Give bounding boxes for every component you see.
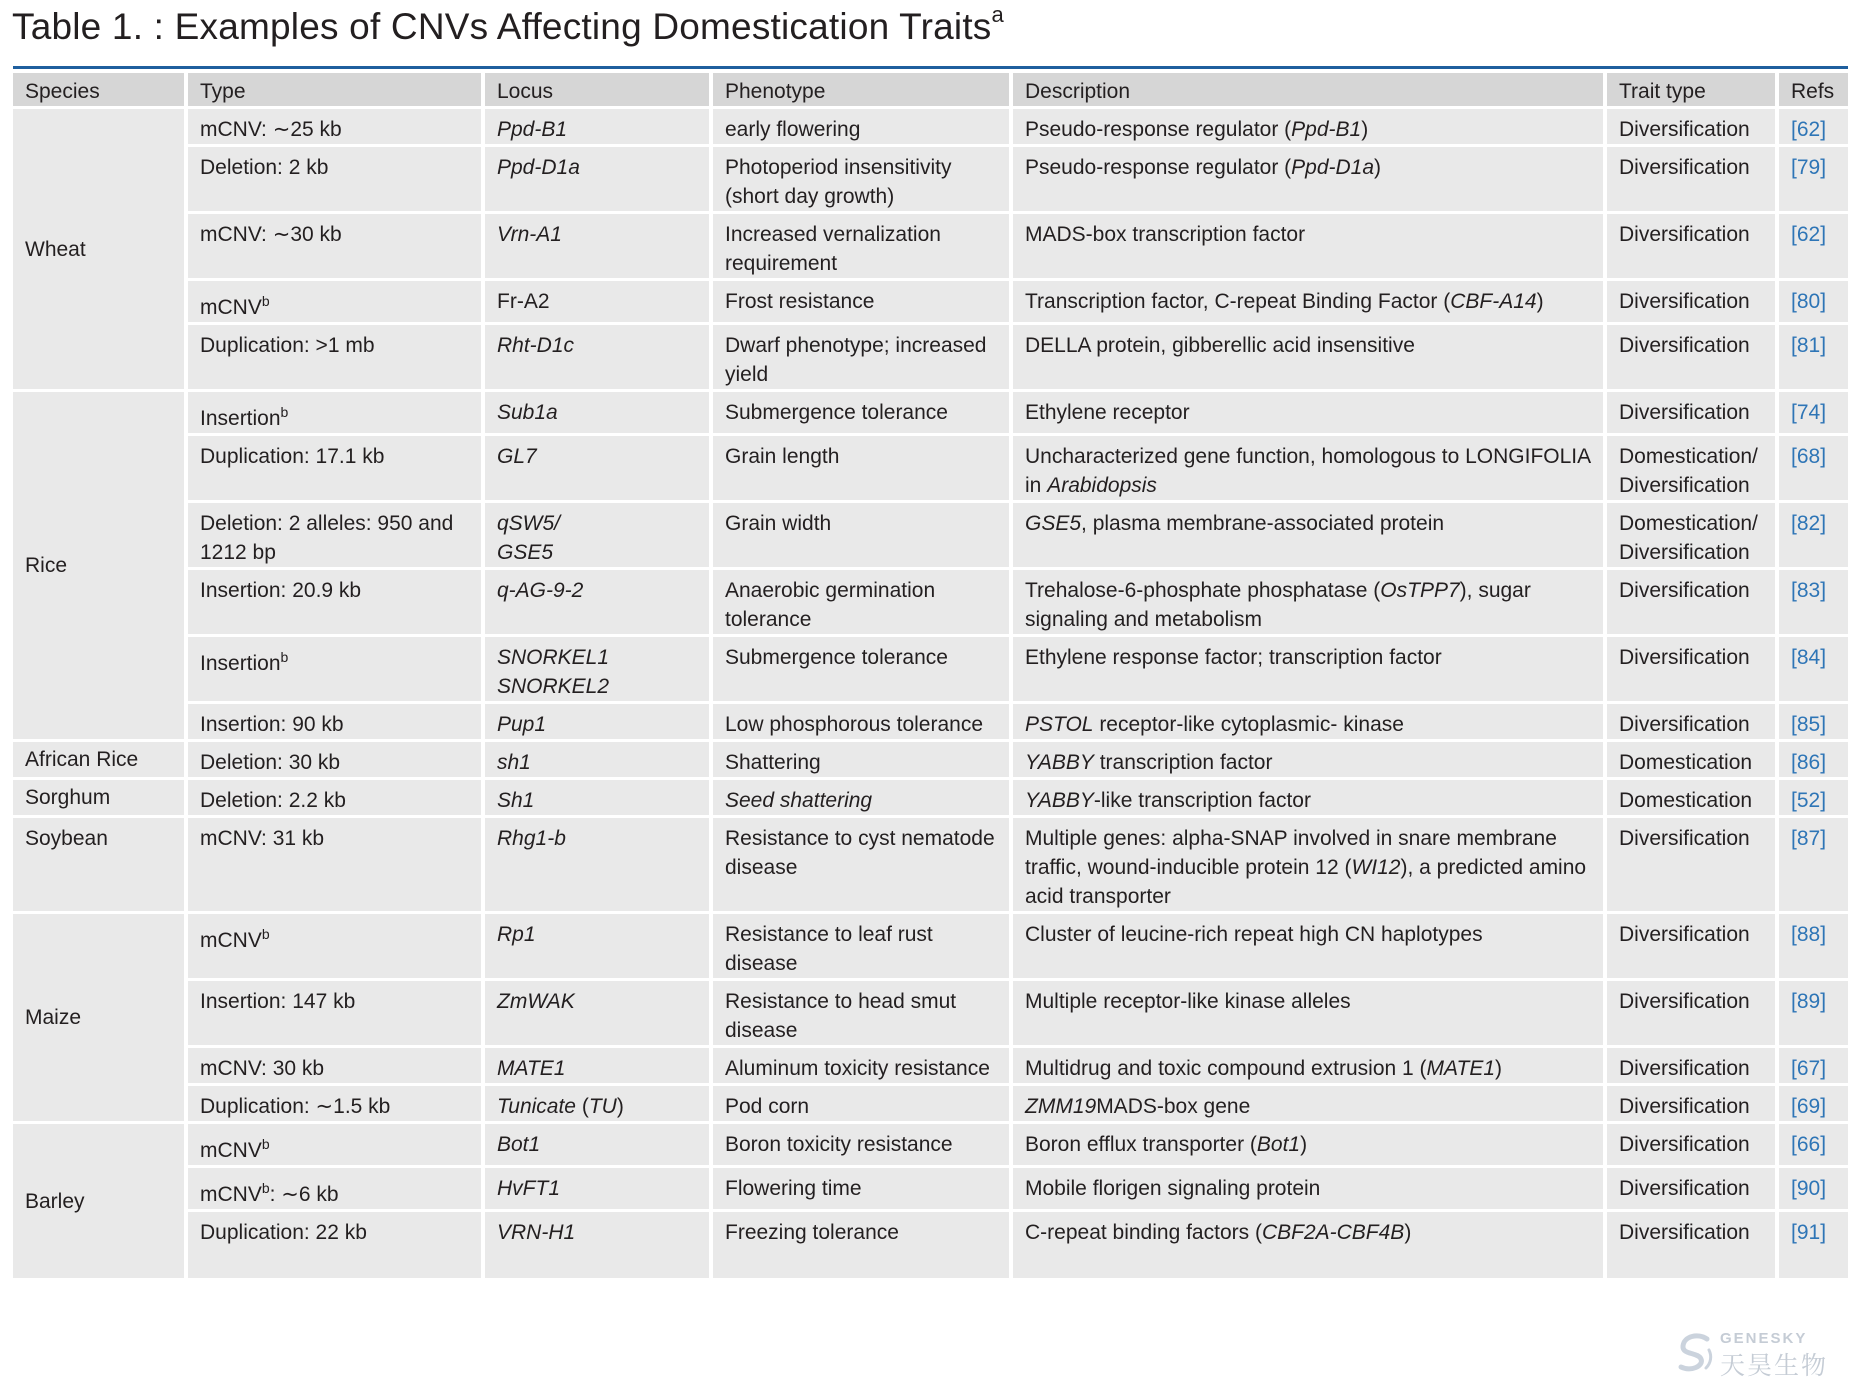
- text-segment: Vrn-A1: [497, 223, 562, 246]
- text-segment: ): [1374, 156, 1382, 179]
- text-segment: Multiple receptor-like kinase alleles: [1025, 990, 1351, 1013]
- table-header-row: [13, 73, 1848, 109]
- table-row: [13, 147, 1848, 214]
- species-cell: Barley: [13, 1124, 184, 1281]
- text-segment: Freezing tolerance: [725, 1221, 899, 1244]
- text-segment: YABBY: [1025, 751, 1094, 774]
- locus-cell: [481, 147, 709, 214]
- header-type: Type: [184, 73, 481, 109]
- text-segment: Submergence tolerance: [725, 646, 948, 669]
- ref-link[interactable]: [68]: [1775, 436, 1848, 503]
- text-segment: Anaerobic germination tolerance: [725, 579, 936, 631]
- text-segment: Pseudo-response regulator (: [1025, 156, 1292, 179]
- type-text: Insertion: 147 kb: [200, 990, 356, 1013]
- phenotype-cell: [709, 436, 1009, 503]
- trait-type-cell: Diversification: [1603, 570, 1775, 637]
- text-segment: transcription factor: [1093, 751, 1273, 774]
- table-body: [13, 109, 1848, 1281]
- trait-type-cell: Domestication: [1603, 780, 1775, 818]
- phenotype-cell: [709, 1124, 1009, 1168]
- table-row: [13, 1168, 1848, 1212]
- locus-cell: [481, 1048, 709, 1086]
- text-segment: Tunicate: [497, 1095, 576, 1118]
- ref-link[interactable]: [81]: [1775, 325, 1848, 392]
- phenotype-cell: [709, 780, 1009, 818]
- description-cell: [1009, 325, 1603, 392]
- text-segment: Boron efflux transporter (: [1025, 1133, 1257, 1156]
- trait-type-cell: Diversification: [1603, 818, 1775, 914]
- description-cell: [1009, 1048, 1603, 1086]
- type-cell: [184, 281, 481, 325]
- type-cell: [184, 147, 481, 214]
- table-row: [13, 914, 1848, 981]
- locus-cell: [481, 704, 709, 742]
- ref-link[interactable]: [84]: [1775, 637, 1848, 704]
- text-segment: Pup1: [497, 713, 547, 736]
- type-cell: [184, 780, 481, 818]
- table-title-text: Table 1. : Examples of CNVs Affecting Domestication Traits: [12, 6, 992, 47]
- text-segment: ): [1404, 1221, 1412, 1244]
- table-row: [13, 637, 1848, 704]
- text-segment: Dwarf phenotype; increased yield: [725, 334, 987, 386]
- text-segment: Aluminum toxicity resistance: [725, 1057, 990, 1080]
- type-text: mCNV: 31 kb: [200, 827, 325, 850]
- text-segment: Multidrug and toxic compound extrusion 1 (: [1025, 1057, 1427, 1080]
- text-segment: (: [576, 1095, 589, 1118]
- phenotype-cell: [709, 1212, 1009, 1281]
- trait-type-cell: Diversification: [1603, 704, 1775, 742]
- text-segment: receptor-like cytoplasmic- kinase: [1093, 713, 1404, 736]
- phenotype-cell: [709, 818, 1009, 914]
- text-segment: SNORKEL1: [497, 646, 610, 669]
- type-text: mCNV: [200, 296, 262, 319]
- trait-type-cell: Diversification: [1603, 392, 1775, 436]
- description-cell: [1009, 1168, 1603, 1212]
- trait-type-cell: Domestication: [1603, 742, 1775, 780]
- text-segment: Cluster of leucine-rich repeat high CN haplotypes: [1025, 923, 1483, 946]
- trait-type-cell: Domestication/ Diversification: [1603, 503, 1775, 570]
- text-segment: Resistance to leaf rust disease: [725, 923, 933, 975]
- table-row: [13, 503, 1848, 570]
- phenotype-cell: [709, 1168, 1009, 1212]
- text-segment: -like transcription factor: [1093, 789, 1311, 812]
- table-row: [13, 214, 1848, 281]
- locus-cell: [481, 981, 709, 1048]
- table-row: [13, 742, 1848, 780]
- text-segment: Resistance to cyst nematode disease: [725, 827, 995, 879]
- locus-cell: [481, 637, 709, 704]
- table-row: [13, 704, 1848, 742]
- description-cell: [1009, 214, 1603, 281]
- type-text: Deletion: 2 alleles: 950 and 1212 bp: [200, 512, 454, 564]
- footnote-mark: b: [280, 404, 289, 420]
- trait-type-cell: Diversification: [1603, 281, 1775, 325]
- text-segment: Bot1: [497, 1133, 541, 1156]
- text-segment: MATE1: [1426, 1057, 1496, 1080]
- trait-type-cell: Diversification: [1603, 1168, 1775, 1212]
- type-cell: [184, 436, 481, 503]
- text-segment: C-repeat binding factors (: [1025, 1221, 1262, 1244]
- trait-type-cell: Diversification: [1603, 147, 1775, 214]
- type-cell: [184, 392, 481, 436]
- text-segment: Trehalose-6-phosphate phosphatase (: [1025, 579, 1381, 602]
- text-segment: PSTOL: [1025, 713, 1094, 736]
- locus-cell: [481, 392, 709, 436]
- ref-link[interactable]: [52]: [1775, 780, 1848, 818]
- text-segment: ), sugar signaling and metabolism: [1025, 579, 1531, 631]
- type-cell: [184, 914, 481, 981]
- species-cell: Sorghum: [13, 780, 184, 818]
- text-segment: Multiple genes: alpha-SNAP involved in snare membrane traffic, wound-inducible protein 12 (: [1025, 827, 1557, 879]
- table-row: [13, 1124, 1848, 1168]
- table-row: [13, 436, 1848, 503]
- description-cell: [1009, 1124, 1603, 1168]
- locus-cell: [481, 503, 709, 570]
- text-segment: ): [1495, 1057, 1503, 1080]
- type-text: mCNV: [200, 929, 262, 952]
- text-segment: Uncharacterized gene function, homologous to LONGIFOLIA in: [1025, 445, 1590, 497]
- table-row: [13, 109, 1848, 147]
- footnote-mark: b: [261, 1136, 270, 1152]
- text-segment: ), a predicted amino acid transporter: [1025, 856, 1587, 908]
- header-species: Species: [13, 73, 184, 109]
- type-text: mCNV: 30 kb: [200, 1057, 325, 1080]
- type-cell: [184, 109, 481, 147]
- type-text: mCNV: [200, 1183, 262, 1206]
- text-segment: Rhg1-b: [497, 827, 566, 850]
- text-segment: ZmWAK: [497, 990, 575, 1013]
- text-segment: VRN-H1: [497, 1221, 576, 1244]
- type-text: Duplication: >1 mb: [200, 334, 375, 357]
- type-text: Duplication: 17.1 kb: [200, 445, 385, 468]
- header-trait-type: Trait type: [1603, 73, 1775, 109]
- text-segment: Pseudo-response regulator (: [1025, 118, 1292, 141]
- trait-type-cell: Diversification: [1603, 325, 1775, 392]
- text-segment: Arabidopsis: [1047, 474, 1157, 497]
- type-cell: [184, 1086, 481, 1124]
- text-segment: sh1: [497, 751, 531, 774]
- phenotype-cell: [709, 392, 1009, 436]
- text-segment: MADS-box gene: [1096, 1095, 1251, 1118]
- text-segment: Grain length: [725, 445, 840, 468]
- text-segment: Frost resistance: [725, 290, 875, 313]
- text-segment: Ppd-B1: [1291, 118, 1362, 141]
- type-cell: [184, 981, 481, 1048]
- ref-link[interactable]: [66]: [1775, 1124, 1848, 1168]
- type-cell: [184, 325, 481, 392]
- ref-link[interactable]: [62]: [1775, 109, 1848, 147]
- locus-cell: [481, 1212, 709, 1281]
- description-cell: [1009, 780, 1603, 818]
- type-text: mCNV: ∼25 kb: [200, 118, 342, 141]
- locus-cell: [481, 1086, 709, 1124]
- trait-type-cell: Domestication/ Diversification: [1603, 436, 1775, 503]
- species-cell: Rice: [13, 392, 184, 742]
- text-segment: Seed shattering: [725, 789, 873, 812]
- type-text: Deletion: 30 kb: [200, 751, 341, 774]
- type-text: Deletion: 2 kb: [200, 156, 329, 179]
- description-cell: [1009, 818, 1603, 914]
- table-row: [13, 281, 1848, 325]
- header-phenotype: Phenotype: [709, 73, 1009, 109]
- text-segment: GSE5: [497, 541, 554, 564]
- footnote-mark: b: [261, 926, 270, 942]
- description-cell: [1009, 637, 1603, 704]
- locus-cell: [481, 436, 709, 503]
- locus-cell: [481, 818, 709, 914]
- type-cell: [184, 1168, 481, 1212]
- table-row: [13, 981, 1848, 1048]
- text-segment: Transcription factor, C-repeat Binding Factor (: [1025, 290, 1451, 313]
- locus-cell: [481, 281, 709, 325]
- header-locus: Locus: [481, 73, 709, 109]
- ref-link[interactable]: [86]: [1775, 742, 1848, 780]
- text-segment: CBF-A14: [1450, 290, 1537, 313]
- trait-type-cell: Diversification: [1603, 637, 1775, 704]
- trait-type-cell: Diversification: [1603, 109, 1775, 147]
- text-segment: Mobile florigen signaling protein: [1025, 1177, 1321, 1200]
- text-segment: Flowering time: [725, 1177, 862, 1200]
- text-segment: MADS-box transcription factor: [1025, 223, 1306, 246]
- text-segment: Ethylene receptor: [1025, 401, 1190, 424]
- type-text: mCNV: ∼30 kb: [200, 223, 342, 246]
- type-text: Insertion: [200, 407, 281, 430]
- text-segment: Submergence tolerance: [725, 401, 948, 424]
- type-cell: [184, 1048, 481, 1086]
- text-segment: CBF2A-CBF4B: [1261, 1221, 1405, 1244]
- table-row: [13, 325, 1848, 392]
- type-text: Insertion: 20.9 kb: [200, 579, 362, 602]
- ref-link[interactable]: [87]: [1775, 818, 1848, 914]
- text-segment: Boron toxicity resistance: [725, 1133, 953, 1156]
- ref-link[interactable]: [85]: [1775, 704, 1848, 742]
- type-cell: [184, 818, 481, 914]
- type-text-suffix: : ∼6 kb: [269, 1183, 339, 1206]
- table-row: [13, 570, 1848, 637]
- text-segment: Grain width: [725, 512, 832, 535]
- description-cell: [1009, 392, 1603, 436]
- type-cell: [184, 503, 481, 570]
- text-segment: ): [1361, 118, 1369, 141]
- table-row: [13, 392, 1848, 436]
- text-segment: DELLA protein, gibberellic acid insensitive: [1025, 334, 1415, 357]
- type-cell: [184, 637, 481, 704]
- trait-type-cell: Diversification: [1603, 981, 1775, 1048]
- text-segment: Rp1: [497, 923, 536, 946]
- text-segment: q-AG-9-2: [497, 579, 584, 602]
- description-cell: [1009, 570, 1603, 637]
- species-cell: Soybean: [13, 818, 184, 914]
- description-cell: [1009, 914, 1603, 981]
- text-segment: Photoperiod insensitivity (short day growth): [725, 156, 952, 208]
- ref-link[interactable]: [74]: [1775, 392, 1848, 436]
- ref-link[interactable]: [62]: [1775, 214, 1848, 281]
- description-cell: [1009, 436, 1603, 503]
- ref-link[interactable]: [83]: [1775, 570, 1848, 637]
- phenotype-cell: [709, 109, 1009, 147]
- table-row: [13, 780, 1848, 818]
- footnote-mark: b: [280, 649, 289, 665]
- type-cell: [184, 1212, 481, 1281]
- phenotype-cell: [709, 503, 1009, 570]
- text-segment: Ppd-D1a: [1291, 156, 1375, 179]
- species-cell: Maize: [13, 914, 184, 1124]
- description-cell: [1009, 147, 1603, 214]
- locus-cell: [481, 742, 709, 780]
- table-row: [13, 1048, 1848, 1086]
- table-title-footnote-mark: a: [991, 2, 1004, 27]
- phenotype-cell: [709, 981, 1009, 1048]
- type-cell: [184, 704, 481, 742]
- table-row: [13, 1212, 1848, 1281]
- cnv-table: [13, 73, 1848, 1281]
- description-cell: [1009, 704, 1603, 742]
- text-segment: Increased vernalization requirement: [725, 223, 941, 275]
- text-segment: Bot1: [1256, 1133, 1301, 1156]
- description-cell: [1009, 281, 1603, 325]
- locus-cell: [481, 780, 709, 818]
- text-segment: GSE5: [1025, 512, 1082, 535]
- description-cell: [1009, 981, 1603, 1048]
- text-segment: WI12: [1351, 856, 1401, 879]
- text-segment: HvFT1: [497, 1177, 560, 1200]
- genesky-logo-icon: [1676, 1332, 1716, 1374]
- type-text: Insertion: [200, 652, 281, 675]
- locus-cell: [481, 1168, 709, 1212]
- text-segment: TU: [588, 1095, 617, 1118]
- trait-type-cell: Diversification: [1603, 914, 1775, 981]
- species-cell: African Rice: [13, 742, 184, 780]
- footnote-mark: b: [261, 293, 270, 309]
- trait-type-cell: Diversification: [1603, 1212, 1775, 1281]
- locus-cell: [481, 109, 709, 147]
- description-cell: [1009, 742, 1603, 780]
- trait-type-cell: Diversification: [1603, 1124, 1775, 1168]
- type-cell: [184, 570, 481, 637]
- ref-link[interactable]: [91]: [1775, 1212, 1848, 1281]
- phenotype-cell: [709, 214, 1009, 281]
- text-segment: Pod corn: [725, 1095, 810, 1118]
- phenotype-cell: [709, 742, 1009, 780]
- text-segment: GL7: [497, 445, 537, 468]
- text-segment: YABBY: [1025, 789, 1094, 812]
- locus-cell: [481, 1124, 709, 1168]
- phenotype-cell: [709, 1086, 1009, 1124]
- text-segment: SNORKEL2: [497, 675, 610, 698]
- ref-link[interactable]: [69]: [1775, 1086, 1848, 1124]
- description-cell: [1009, 503, 1603, 570]
- footnote-mark: b: [261, 1180, 270, 1196]
- description-cell: [1009, 1212, 1603, 1281]
- locus-cell: [481, 325, 709, 392]
- title-rule: [13, 66, 1848, 69]
- genesky-watermark-logo: [1676, 1330, 1846, 1378]
- ref-link[interactable]: [82]: [1775, 503, 1848, 570]
- description-cell: [1009, 1086, 1603, 1124]
- phenotype-cell: [709, 1048, 1009, 1086]
- header-description: Description: [1009, 73, 1603, 109]
- text-segment: Ppd-D1a: [497, 156, 580, 179]
- type-text: Duplication: ∼1.5 kb: [200, 1095, 391, 1118]
- trait-type-cell: Diversification: [1603, 1086, 1775, 1124]
- phenotype-cell: [709, 637, 1009, 704]
- phenotype-cell: [709, 570, 1009, 637]
- table-row: [13, 1086, 1848, 1124]
- ref-link[interactable]: [90]: [1775, 1168, 1848, 1212]
- text-segment: ): [1536, 290, 1544, 313]
- type-text: Duplication: 22 kb: [200, 1221, 367, 1244]
- trait-type-cell: Diversification: [1603, 214, 1775, 281]
- type-text: Deletion: 2.2 kb: [200, 789, 346, 812]
- type-cell: [184, 214, 481, 281]
- text-segment: Ppd-B1: [497, 118, 568, 141]
- locus-cell: [481, 570, 709, 637]
- watermark-en: GENESKY: [1720, 1330, 1808, 1347]
- locus-cell: [481, 214, 709, 281]
- ref-link[interactable]: [80]: [1775, 281, 1848, 325]
- watermark-cn: 天昊生物: [1720, 1352, 1829, 1380]
- text-segment: , plasma membrane-associated protein: [1081, 512, 1445, 535]
- text-segment: Fr-A2: [497, 290, 550, 313]
- text-segment: Ethylene response factor; transcription factor: [1025, 646, 1442, 669]
- type-cell: [184, 742, 481, 780]
- species-cell: Wheat: [13, 109, 184, 392]
- type-text: Insertion: 90 kb: [200, 713, 344, 736]
- locus-cell: [481, 914, 709, 981]
- type-cell: [184, 1124, 481, 1168]
- trait-type-cell: Diversification: [1603, 1048, 1775, 1086]
- description-cell: [1009, 109, 1603, 147]
- text-segment: Resistance to head smut disease: [725, 990, 957, 1042]
- phenotype-cell: [709, 704, 1009, 742]
- ref-link[interactable]: [89]: [1775, 981, 1848, 1048]
- text-segment: Low phosphorous tolerance: [725, 713, 984, 736]
- header-refs: Refs: [1775, 73, 1848, 109]
- text-segment: Sub1a: [497, 401, 558, 424]
- text-segment: Rht-D1c: [497, 334, 575, 357]
- phenotype-cell: [709, 914, 1009, 981]
- phenotype-cell: [709, 281, 1009, 325]
- text-segment: early flowering: [725, 118, 861, 141]
- text-segment: Shattering: [725, 751, 821, 774]
- phenotype-cell: [709, 325, 1009, 392]
- phenotype-cell: [709, 147, 1009, 214]
- table-title: [12, 2, 1004, 48]
- text-segment: ): [616, 1095, 624, 1118]
- text-segment: ): [1300, 1133, 1308, 1156]
- text-segment: ZMM19: [1025, 1095, 1097, 1118]
- text-segment: MATE1: [497, 1057, 566, 1080]
- table-row: [13, 818, 1848, 914]
- ref-link[interactable]: [88]: [1775, 914, 1848, 981]
- type-text: mCNV: [200, 1139, 262, 1162]
- ref-link[interactable]: [67]: [1775, 1048, 1848, 1086]
- text-segment: OsTPP7: [1380, 579, 1460, 602]
- ref-link[interactable]: [79]: [1775, 147, 1848, 214]
- text-segment: qSW5/: [497, 512, 561, 535]
- text-segment: Sh1: [497, 789, 535, 812]
